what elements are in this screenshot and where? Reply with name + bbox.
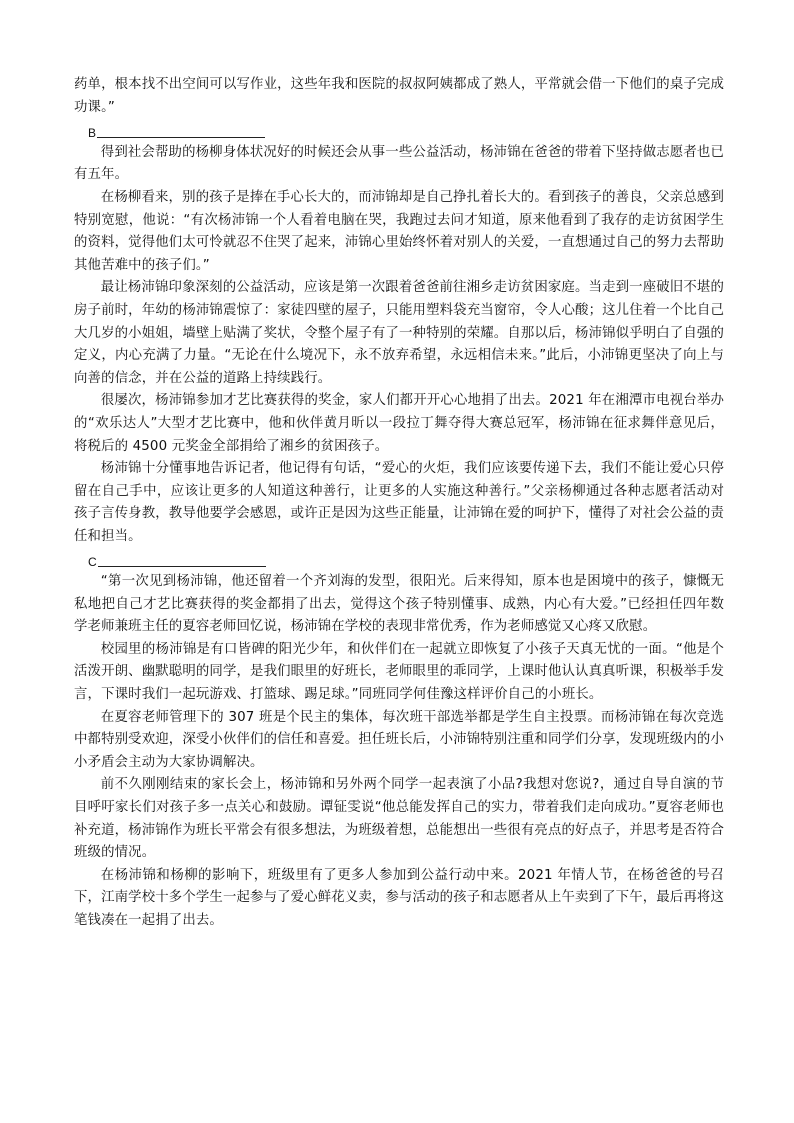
section-blank-line — [98, 566, 266, 567]
document-page — [74, 74, 724, 933]
section-label-b — [74, 119, 724, 142]
paragraph: 在杨柳看来，别的孩子是捧在手心长大的，而沛锦却是自己挣扎着长大的。看到孩子的善良，父亲总感到特别宽慰，他说：“有次杨沛锦一个人看着电脑在哭，我跑过去问才知道，原来他看到了我存的走访贫困学生的资料，觉得他们太可怜就忍不住哭了起来，沛锦心里始终怀着对别人的关爱，一直想通过自己的努力去帮助其他苦难中的孩子们。” — [74, 189, 724, 273]
paragraph-continued: 药单，根本找不出空间可以写作业，这些年我和医院的叔叔阿姨都成了熟人，平常就会借一下他们的桌子完成功课。” — [74, 77, 724, 115]
paragraph: 在杨沛锦和杨柳的影响下，班级里有了更多人参加到公益行动中来。2021 年情人节，在杨爸爸的号召下，江南学校十多个学生一起参与了爱心鲜花义卖，参与活动的孩子和志愿者从上午卖到了下午，最后再将这笔钱凑在一起捐了出去。 — [74, 867, 724, 928]
paragraph: 最让杨沛锦印象深刻的公益活动，应该是第一次跟着爸爸前往湘乡走访贫困家庭。当走到一座破旧不堪的房子前时，年幼的杨沛锦震惊了：家徒四壁的屋子，只能用塑料袋充当窗帘，令人心酸；这儿住着一个比自己大几岁的小姐姐，墙壁上贴满了奖状，令整个屋子有了一种特别的荣耀。自那以后，杨沛锦似乎明白了自强的定义，内心充满了力量。“无论在什么境况下，永不放弃希望，永远相信未来。”此后，小沛锦更坚决了向上与向善的信念，并在公益的道路上持续践行。 — [74, 280, 724, 386]
section-letter: C — [88, 555, 97, 570]
paragraph: “第一次见到杨沛锦，他还留着一个齐刘海的发型，很阳光。后来得知，原本也是困境中的孩子，慷慨无私地把自己才艺比赛获得的奖金都捐了出去，觉得这个孩子特别懂事、成熟，内心有大爱。”已经担任四年数学老师兼班主任的夏容老师回忆说，杨沛锦在学校的表现非常优秀，作为老师感觉又心疼又欣慰。 — [74, 574, 724, 635]
section-label-c — [74, 548, 724, 571]
paragraph: 得到社会帮助的杨柳身体状况好的时候还会从事一些公益活动，杨沛锦在爸爸的带着下坚持做志愿者也已有五年。 — [74, 144, 724, 183]
section-blank-line — [97, 137, 265, 138]
paragraph: 在夏容老师管理下的 307 班是个民主的集体，每次班干部选举都是学生自主投票。而杨沛锦在每次竞选中都特别受欢迎，深受小伙伴们的信任和喜爱。担任班长后，小沛锦特别注重和同学们分享，发现班级内的小小矛盾会主动为大家协调解决。 — [74, 709, 724, 770]
paragraph: 杨沛锦十分懂事地告诉记者，他记得有句话，“爱心的火炬，我们应该要传递下去，我们不能让爱心只停留在自己手中，应该让更多的人知道这种善行，让更多的人实施这种善行。”父亲杨柳通过各种志愿者活动对孩子言传身教，教导他要学会感恩，或许正是因为这些正能量，让沛锦在爱的呵护下，懂得了对社会公益的责任和担当。 — [74, 461, 724, 544]
section-letter: B — [88, 125, 97, 140]
paragraph: 很屡次，杨沛锦参加才艺比赛获得的奖金，家人们都开开心心地捐了出去。2021 年在湘潭市电视台举办的“欢乐达人”大型才艺比赛中，他和伙伴黄月昕以一段拉丁舞夺得大赛总冠军，杨沛锦在征求舞伴意见后，将税后的 4500 元奖金全部捐给了湘乡的贫困孩子。 — [74, 393, 724, 454]
paragraph: 前不久刚刚结束的家长会上，杨沛锦和另外两个同学一起表演了小品?我想对您说?，通过自导自演的节目呼吁家长们对孩子多一点关心和鼓励。谭钲雯说“他总能发挥自己的实力，带着我们走向成功。”夏容老师也补充道，杨沛锦作为班长平常会有很多想法，为班级着想，总能想出一些很有亮点的好点子，并思考是否符合班级的情况。 — [74, 777, 724, 861]
paragraph: 校园里的杨沛锦是有口皆碑的阳光少年，和伙伴们在一起就立即恢复了小孩子天真无忧的一面。“他是个活泼开朗、幽默聪明的同学，是我们眼里的好班长，老师眼里的乖同学，上课时他认认真真听课，积极举手发言，下课时我们一起玩游戏、打篮球、踢足球。”同班同学何佳豫这样评价自己的小班长。 — [74, 641, 724, 703]
